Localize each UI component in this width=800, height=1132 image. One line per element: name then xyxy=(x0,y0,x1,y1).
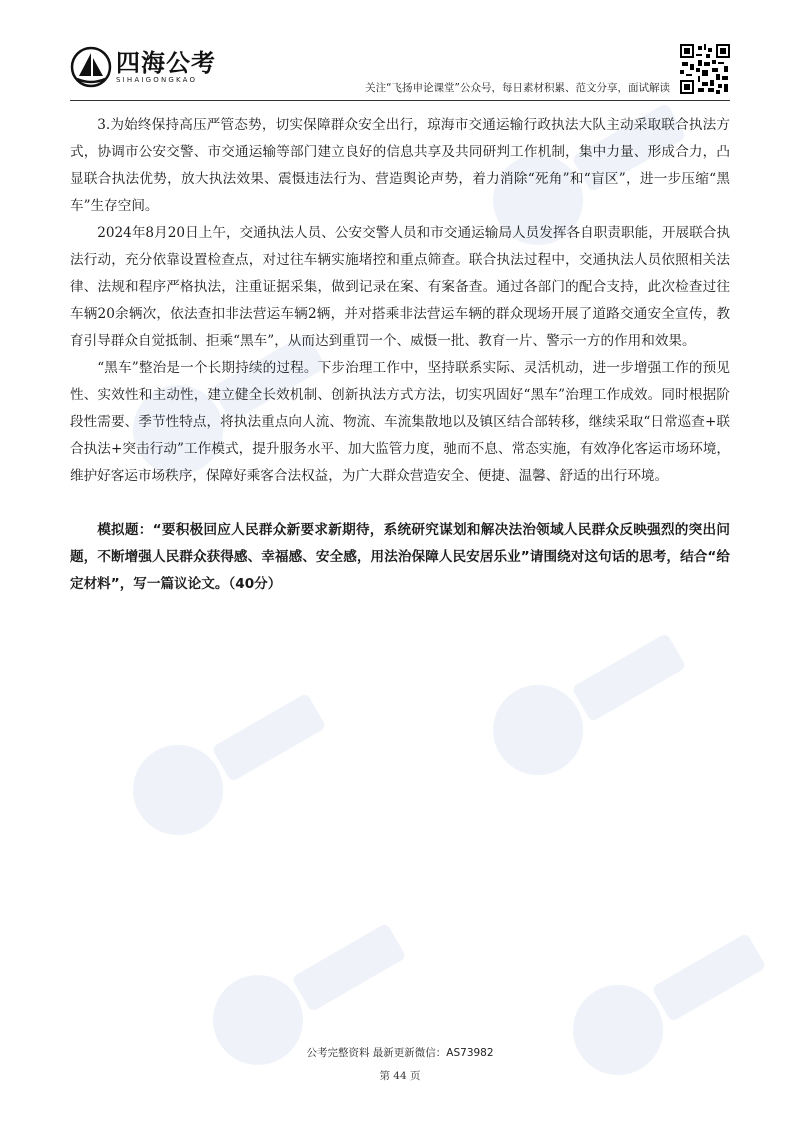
logo-name: 四海公考 xyxy=(116,48,216,77)
watermark-logo-icon xyxy=(185,883,436,1097)
brand-logo xyxy=(70,46,216,88)
footer-note: 公考完整资料 最新更新微信：AS73982 xyxy=(306,1047,494,1059)
paragraph: 3.为始终保持高压严管态势，切实保障群众安全出行，琼海市交通运输行政执法大队主动采取联合执法方式，协调市公安交警、市交通运输等部门建立良好的信息共享及共同研判工作机制，集中力量、形成合力，凸显联合执法优势，放大执法效果、震慑违法行为、营造舆论声势，着力消除“死角”和“盲区”，进一步压缩“黑车”生存空间。 xyxy=(70,117,730,214)
qr-code-icon xyxy=(680,44,730,94)
watermark-logo-icon xyxy=(465,593,716,807)
header-tagline: 关注“飞扬申论课堂”公众号，每日素材积累、范文分享，面试解读 xyxy=(365,82,670,94)
page-header xyxy=(70,38,730,100)
header-divider xyxy=(70,100,730,101)
sailboat-logo-icon xyxy=(70,46,112,88)
paragraph: 2024年8月20日上午，交通执法人员、公安交警人员和市交通运输局人员发挥各自职责职能，开展联合执法行动，充分依靠设置检查点，对过往车辆实施堵控和重点筛查。联合执法过程中，交通执法人员依照相关法律、法规和程序严格执法，注重证据采集，做到记录在案、有案备查。通过各部门的配合支持，此次检查过往车辆20余辆次，依法查扣非法营运车辆2辆，并对搭乘非法营运车辆的群众现场开展了道路交通安全宣传，教育引导群众自觉抵制、拒乘“黑车”，从而达到重罚一个、威慑一批、教育一片、警示一方的作用和效果。 xyxy=(70,225,730,349)
document-body xyxy=(70,112,730,598)
paragraph: “黑车”整治是一个长期持续的过程。下步治理工作中，坚持联系实际、灵活机动，进一步增强工作的预见性、实效性和主动性，建立健全长效机制、创新执法方式方法，切实巩固好“黑车”治理工作成效。同时根据阶段性需要、季节性特点，将执法重点向人流、物流、车流集散地以及镇区结合部转移，继续采取“日常巡查+联合执法+突击行动”工作模式，提升服务水平、加大监管力度，驰而不息、常态实施，有效净化客运市场环境，维护好客运市场秩序，保障好乘客合法权益，为广大群众营造安全、便捷、温馨、舒适的出行环境。 xyxy=(70,360,730,484)
essay-task: 模拟题：“要积极回应人民群众新要求新期待，系统研究谋划和解决法治领域人民群众反映强烈的突出问题，不断增强人民群众获得感、幸福感、安全感，用法治保障人民安居乐业”请围绕对这句话的思考，结合“给定材料”，写一篇议论文。（40分） xyxy=(70,522,730,592)
page-number: 第 44 页 xyxy=(379,1070,421,1082)
logo-subtitle: SIHAIGONGKAO xyxy=(116,75,198,84)
watermark-logo-icon xyxy=(105,653,356,867)
